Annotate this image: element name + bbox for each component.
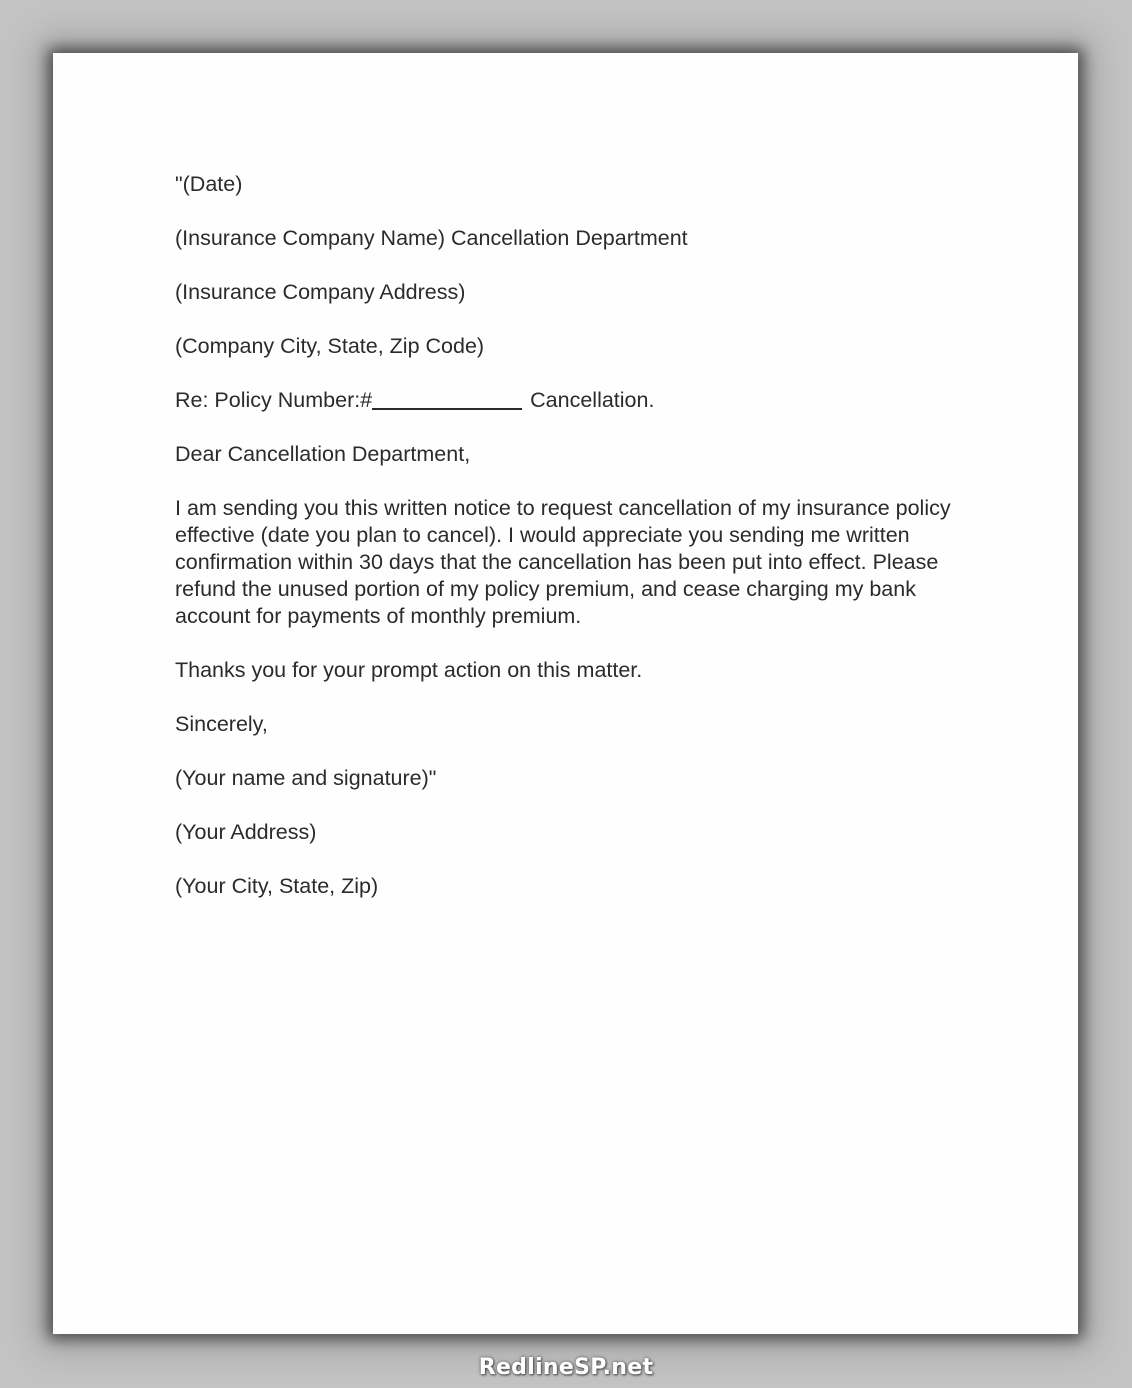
thanks-line: Thanks you for your prompt action on this matter. — [175, 658, 643, 682]
letter-body — [175, 171, 965, 927]
company-address-line: (Insurance Company Address) — [175, 280, 466, 304]
your-city-line: (Your City, State, Zip) — [175, 874, 379, 898]
reference-line — [175, 387, 965, 414]
salutation: Dear Cancellation Department, — [175, 442, 471, 466]
reference-suffix: Cancellation. — [530, 388, 655, 412]
policy-number-blank — [372, 388, 522, 410]
company-city-line: (Company City, State, Zip Code) — [175, 334, 485, 358]
closing: Sincerely, — [175, 712, 268, 736]
your-address-line: (Your Address) — [175, 820, 317, 844]
date-line: "(Date) — [175, 172, 243, 196]
reference-prefix: Re: Policy Number:# — [175, 388, 373, 412]
document-page — [53, 53, 1078, 1334]
company-name-line: (Insurance Company Name) Cancellation Department — [175, 226, 688, 250]
watermark: RedlineSP.net — [478, 1355, 654, 1380]
signature-line: (Your name and signature)" — [175, 766, 437, 790]
body-paragraph: I am sending you this written notice to request cancellation of my insurance policy effective (date you plan to cancel). I would appreciate you sending me written confirmation within 30 days that the cancellation has been put into effect. Please refund the unused portion of my policy premium, and cease charging my bank account for payments of monthly premium. — [175, 496, 957, 628]
